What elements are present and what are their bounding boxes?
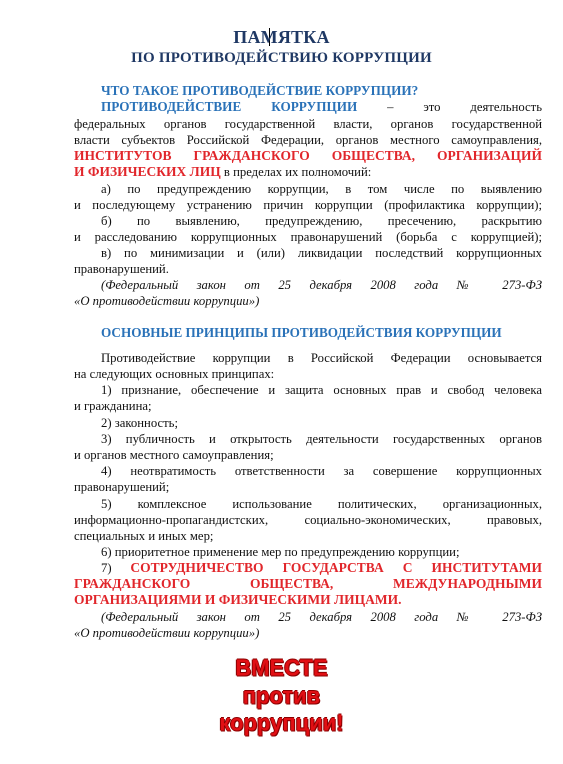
list-item-c-cont: правонарушений. [74, 262, 169, 276]
principle-4: 4) неотвратимость ответственности за совершение коррупционных [101, 464, 542, 478]
slogan-line-3: коррупции! [219, 709, 344, 736]
page-subtitle: ПО ПРОТИВОДЕЙСТВИЮ КОРРУПЦИИ [131, 50, 432, 66]
section1-line: власти субъектов Российской Федерации, органов местного самоуправления, [74, 133, 542, 147]
principle-6: 6) приоритетное применение мер по предупреждению коррупции; [101, 545, 460, 559]
principle-5: 5) комплексное использование политических, организационных, [101, 497, 542, 511]
principle-5-cont: специальных и иных мер; [74, 529, 214, 543]
line-rest: в пределах их полномочий: [220, 165, 372, 179]
section1-red-line: ИНСТИТУТОВ ГРАЖДАНСКОГО ОБЩЕСТВА, ОРГАНИЗАЦИЙ [74, 148, 542, 163]
principle-7 [101, 560, 542, 576]
section1-heading: ЧТО ТАКОЕ ПРОТИВОДЕЙСТВИЕ КОРРУПЦИИ? [101, 83, 419, 98]
law-reference-title: «О противодействии коррупции») [74, 294, 260, 308]
section2-intro-cont: на следующих основных принципах: [74, 367, 275, 381]
slogan-line-2: против [242, 682, 321, 709]
principle-7-number: 7) [101, 561, 131, 575]
page-title: ПАМЯТКА [233, 27, 330, 47]
list-item-a-cont: и последующему устранению причин коррупции (профилактика коррупции); [74, 198, 542, 212]
principle-7-cont: ГРАЖДАНСКОГО ОБЩЕСТВА, МЕЖДУНАРОДНЫМИ [74, 576, 542, 591]
section1-line [74, 164, 542, 180]
list-item-c: в) по минимизации и (или) ликвидации последствий коррупционных [101, 246, 542, 260]
section2-intro: Противодействие коррупции в Российской Федерации основывается [101, 351, 542, 365]
definition-term: ПРОТИВОДЕЙСТВИЕ КОРРУПЦИИ [101, 99, 358, 114]
section1-definition-line [101, 99, 542, 115]
section1-line: федеральных органов государственной власти, органов государственной [74, 117, 542, 131]
principle-3: 3) публичность и открытость деятельности государственных органов [101, 432, 542, 446]
principle-7-cont: ОРГАНИЗАЦИЯМИ И ФИЗИЧЕСКИМИ ЛИЦАМИ. [74, 592, 402, 607]
section2-heading: ОСНОВНЫЕ ПРИНЦИПЫ ПРОТИВОДЕЙСТВИЯ КОРРУПЦИИ [101, 325, 502, 340]
principle-4-cont: правонарушений; [74, 480, 170, 494]
slogan-line-1: ВМЕСТЕ [235, 654, 328, 681]
list-item-b: б) по выявлению, предупреждению, пресечению, раскрытию [101, 214, 542, 228]
principle-1-cont: и гражданина; [74, 399, 152, 413]
list-item-a: а) по предупреждению коррупции, в том числе по выявлению [101, 182, 542, 196]
law-reference-title: «О противодействии коррупции») [74, 626, 260, 640]
red-text: СОТРУДНИЧЕСТВО ГОСУДАРСТВА С ИНСТИТУТАМИ [130, 560, 542, 575]
law-reference: (Федеральный закон от 25 декабря 2008 года № 273-ФЗ [101, 610, 542, 624]
law-reference: (Федеральный закон от 25 декабря 2008 года № 273-ФЗ [101, 278, 542, 292]
list-item-b-cont: и расследованию коррупционных правонарушений (борьба с коррупцией); [74, 230, 542, 244]
red-text: И ФИЗИЧЕСКИХ ЛИЦ [74, 164, 221, 179]
definition-rest: – это деятельность [357, 100, 542, 114]
principle-5-cont: информационно-пропагандистских, социально-экономических, правовых, [74, 513, 542, 527]
principle-3-cont: и органов местного самоуправления; [74, 448, 274, 462]
principle-2: 2) законность; [101, 416, 178, 430]
principle-1: 1) признание, обеспечение и защита основных прав и свобод человека [101, 383, 542, 397]
